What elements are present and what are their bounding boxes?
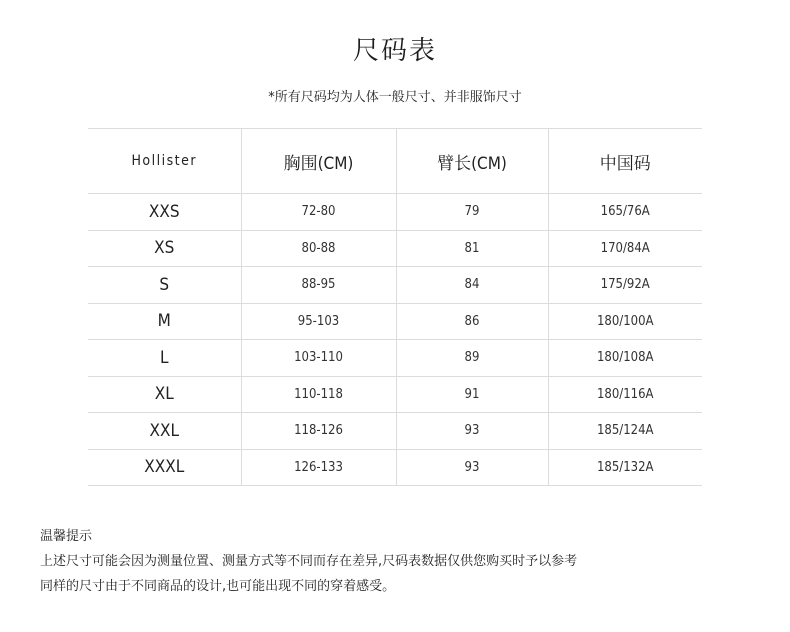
tip-line: 上述尺寸可能会因为测量位置、测量方式等不同而存在差异,尺码表数据仅供您购买时予以参考 — [40, 554, 578, 569]
chest-value: 88-95 — [241, 267, 396, 304]
header-brand: Hollister — [88, 129, 241, 194]
china-size-value: 180/108A — [548, 340, 702, 377]
tips-section — [40, 524, 577, 599]
chest-value: 80-88 — [241, 230, 396, 267]
page-title: 尺码表 — [352, 36, 437, 66]
arm-length-value: 86 — [396, 303, 548, 340]
size-label: XXS — [88, 194, 241, 231]
table-header-row — [88, 129, 702, 194]
header-china-size: 中国码 — [548, 129, 702, 194]
table-row — [88, 376, 702, 413]
arm-length-value: 91 — [396, 376, 548, 413]
size-label: M — [88, 303, 241, 340]
table-row — [88, 449, 702, 486]
chest-value: 118-126 — [241, 413, 396, 450]
table-row — [88, 230, 702, 267]
table-row — [88, 413, 702, 450]
table-row — [88, 303, 702, 340]
tip-line: 同样的尺寸由于不同商品的设计,也可能出现不同的穿着感受。 — [40, 579, 396, 594]
size-table — [88, 128, 702, 486]
arm-length-value: 93 — [396, 413, 548, 450]
china-size-value: 180/116A — [548, 376, 702, 413]
size-label: XXXL — [88, 449, 241, 486]
tips-heading: 温馨提示 — [40, 529, 93, 544]
china-size-value: 170/84A — [548, 230, 702, 267]
table-row — [88, 340, 702, 377]
arm-length-value: 84 — [396, 267, 548, 304]
arm-length-value: 81 — [396, 230, 548, 267]
china-size-value: 185/132A — [548, 449, 702, 486]
chest-value: 72-80 — [241, 194, 396, 231]
china-size-value: 180/100A — [548, 303, 702, 340]
arm-length-value: 93 — [396, 449, 548, 486]
china-size-value: 165/76A — [548, 194, 702, 231]
chest-value: 126-133 — [241, 449, 396, 486]
size-label: XXL — [88, 413, 241, 450]
size-label: XL — [88, 376, 241, 413]
arm-length-value: 89 — [396, 340, 548, 377]
chest-value: 95-103 — [241, 303, 396, 340]
table-row — [88, 267, 702, 304]
arm-length-value: 79 — [396, 194, 548, 231]
chest-value: 110-118 — [241, 376, 396, 413]
chest-value: 103-110 — [241, 340, 396, 377]
header-chest: 胸围(CM) — [241, 129, 396, 194]
size-label: XS — [88, 230, 241, 267]
size-label: S — [88, 267, 241, 304]
table-row — [88, 194, 702, 231]
header-arm-length: 臂长(CM) — [396, 129, 548, 194]
china-size-value: 175/92A — [548, 267, 702, 304]
size-label: L — [88, 340, 241, 377]
china-size-value: 185/124A — [548, 413, 702, 450]
page-subtitle: *所有尺码均为人体一般尺寸、并非服饰尺寸 — [268, 90, 522, 105]
